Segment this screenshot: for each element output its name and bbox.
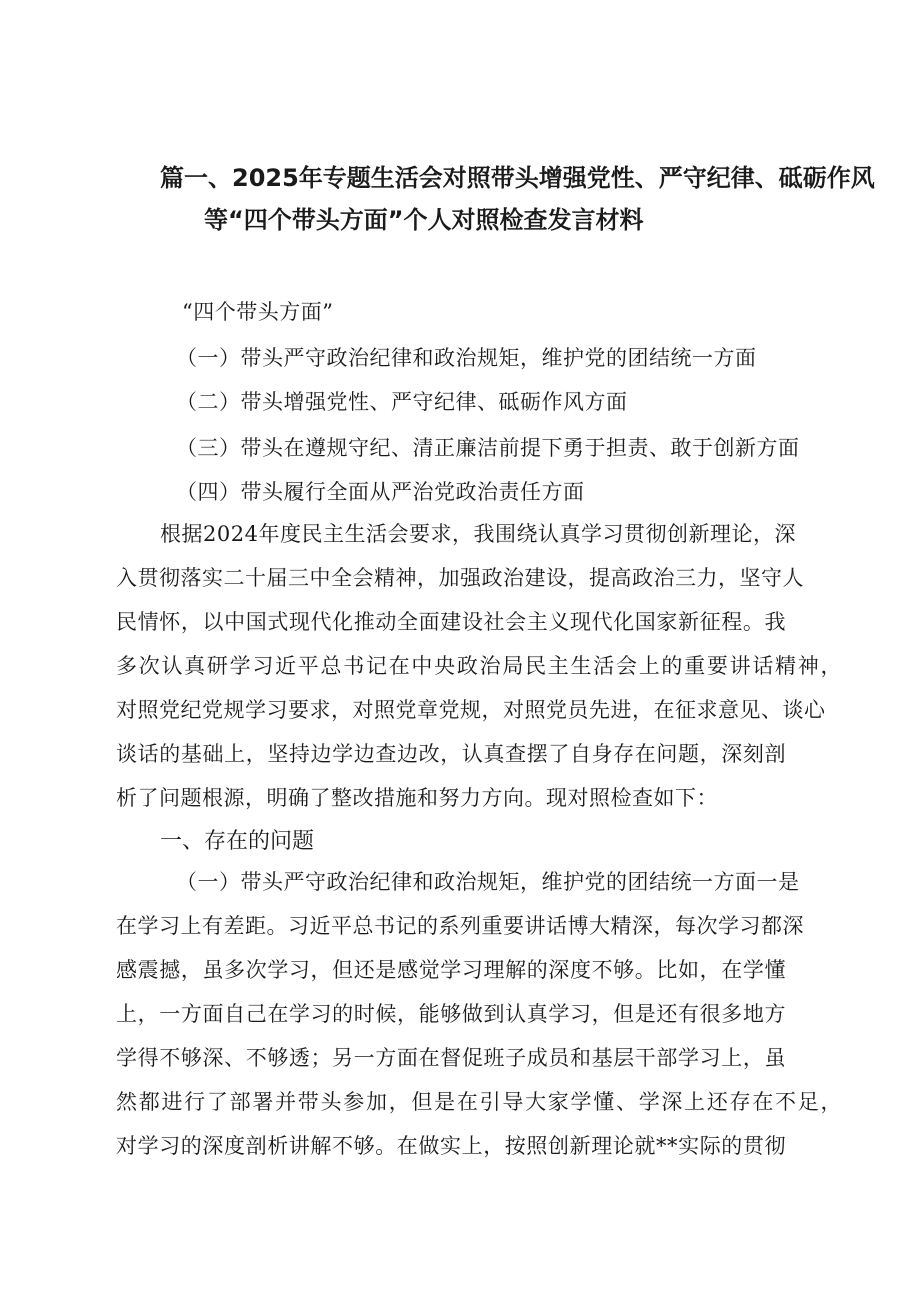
section-line-5: 学得不够深、不够透；另一方面在督促班子成员和基层干部学习上，虽 (116, 1046, 786, 1070)
section-line-3: 感震撼，虽多次学习，但还是感觉学习理解的深度不够。比如，在学懂 (116, 958, 786, 982)
intro-line-4: 多次认真研学习近平总书记在中央政治局民主生活会上的重要讲话精神， (116, 654, 842, 678)
aspect-item-1: （一）带头严守政治纪律和政治规矩，维护党的团结统一方面 (176, 346, 757, 370)
aspect-item-3: （三）带头在遵规守纪、清正廉洁前提下勇于担责、敢于创新方面 (176, 436, 800, 460)
section-line-7: 对学习的深度剖析讲解不够。在做实上，按照创新理论就**实际的贯彻 (116, 1134, 786, 1158)
aspect-item-4: （四）带头履行全面从严治党政治责任方面 (176, 480, 585, 504)
aspect-item-2: （二）带头增强党性、严守纪律、砥砺作风方面 (176, 390, 628, 414)
intro-line-6: 谈话的基础上，坚持边学边查边改，认真查摆了自身存在问题，深刻剖 (116, 742, 786, 766)
aspects-header: “四个带头方面” (182, 300, 334, 324)
section-heading: 一、存在的问题 (160, 829, 315, 854)
document-title-line-2: 等“四个带头方面”个人对照检查发言材料 (204, 206, 644, 234)
intro-line-2: 入贯彻落实二十届三中全会精神，加强政治建设，提高政治三力，坚守人 (116, 566, 804, 590)
section-line-4: 上，一方面自己在学习的时候，能够做到认真学习，但是还有很多地方 (116, 1002, 786, 1026)
intro-line-1: 根据2024年度民主生活会要求，我围绕认真学习贯彻创新理论，深 (160, 522, 796, 546)
section-line-6: 然都进行了部署并带头参加，但是在引导大家学懂、学深上还存在不足， (116, 1090, 842, 1114)
intro-line-7: 析了问题根源，明确了整改措施和努力方向。现对照检查如下： (116, 786, 718, 810)
document-title-line-1: 篇一、2025年专题生活会对照带头增强党性、严守纪律、砥砺作风 (160, 164, 875, 192)
section-line-2: 在学习上有差距。习近平总书记的系列重要讲话博大精深，每次学习都深 (116, 914, 804, 938)
intro-line-3: 民情怀，以中国式现代化推动全面建设社会主义现代化国家新征程。我 (116, 610, 786, 634)
intro-line-5: 对照党纪党规学习要求，对照党章党规，对照党员先进，在征求意见、谈心 (116, 698, 826, 722)
section-line-1: （一）带头严守政治纪律和政治规矩，维护党的团结统一方面一是 (176, 870, 800, 894)
